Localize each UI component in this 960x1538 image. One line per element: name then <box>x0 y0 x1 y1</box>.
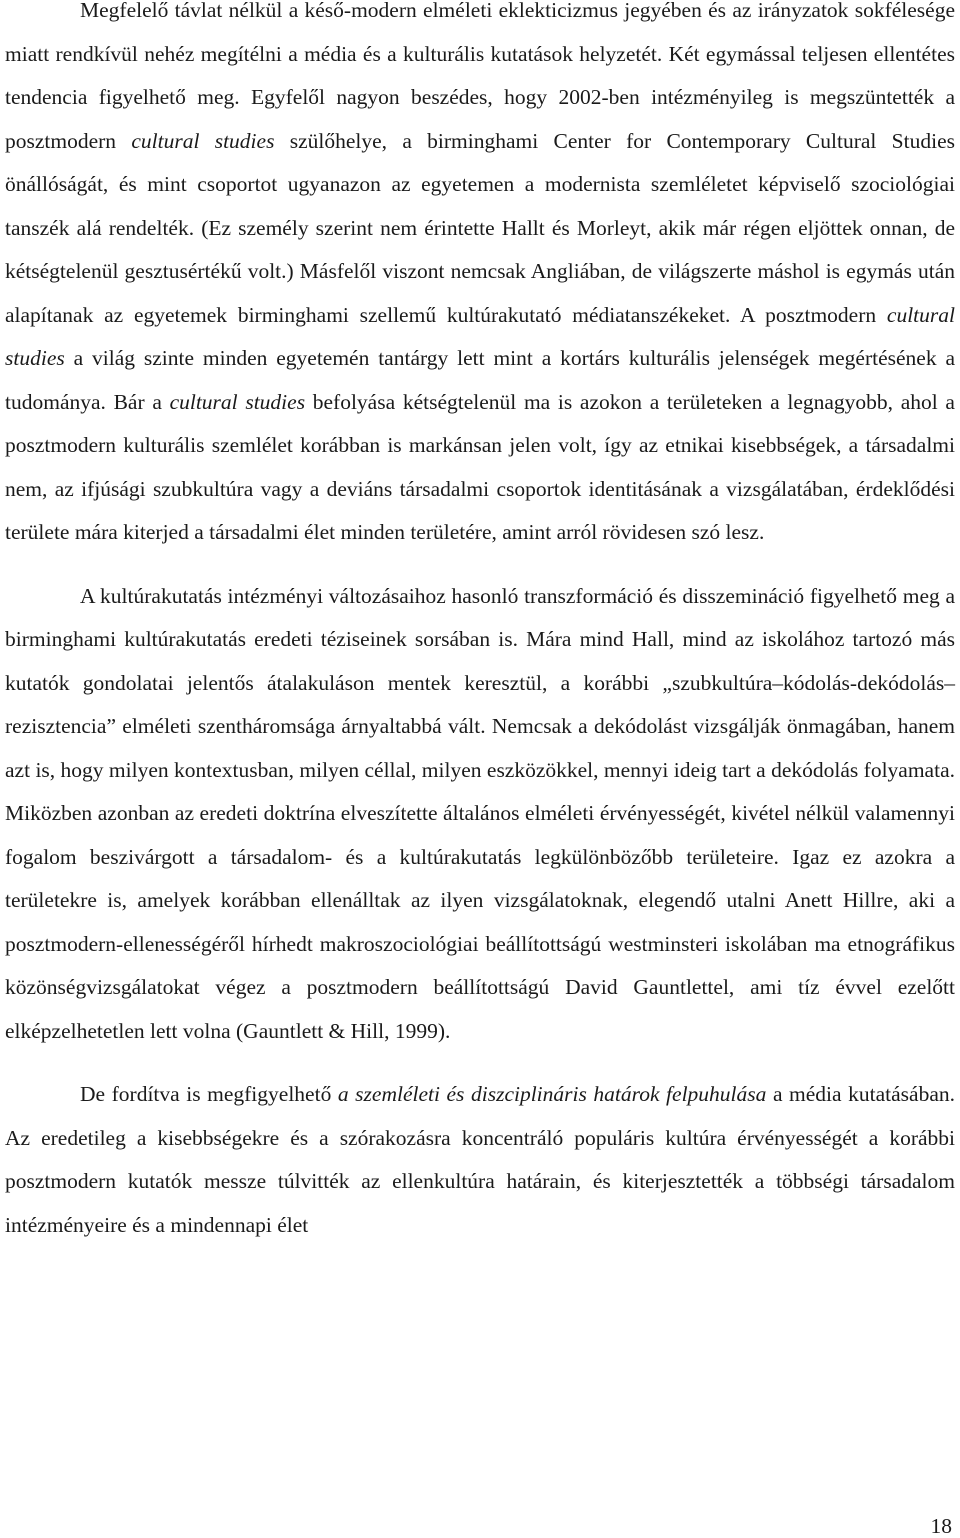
paragraph-2-text: A kultúrakutatás intézményi változásaihoz hasonló transzformáció és disszemináció figyelhető meg a birminghami kultúrakutatás eredeti téziseinek sorsában is. Mára mind Hall, mind az iskolához tartozó más kutatók gondolatai jelentős átalakuláson mentek keresztül, a korábbi „szubkultúra–kódolás-dekódolás–rezisztencia” elméleti szentháromsága árnyaltabbá vált. Nemcsak a dekódolást vizsgálják önmagában, hanem azt is, hogy milyen kontextusban, milyen céllal, milyen eszközökkel, mennyi ideig tart a dekódolás folyamata. Miközben azonban az eredeti doktrína elveszítette általános elméleti érvényességét, kivétel nélkül valamennyi fogalom beszivárgott a társadalom- és a kultúrakutatás legkülönbözőbb területeire. Igaz ez azokra a területekre is, amelyek korábban ellenálltak az ilyen vizsgálatoknak, elegendő utalni Anett Hillre, aki a posztmodern-ellenességéről hírhedt makroszociológiai beállítottságú westminsteri iskolában ma etnográfikus közönségvizsgálatokat végez a posztmodern beállítottságú David Gauntlettel, ami tíz évvel ezelőtt elképzelhetetlen lett volna (Gauntlett & Hill, 1999). <box>5 583 955 1043</box>
paragraph-1-italic-term: cultural studies <box>131 128 275 153</box>
paragraph-1 <box>5 0 955 555</box>
paragraph-2 <box>5 575 955 1054</box>
paragraph-1-italic-term: cultural studies <box>169 389 306 414</box>
paragraph-1-text: befolyása kétségtelenül ma is azokon a területeken a legnagyobb, ahol a posztmodern kulturális szemlélet korábban is markánsan jelen volt, így az etnikai kisebbségek, a társadalmi nem, az ifjúsági szubkultúra vagy a deviáns társadalmi csoportok identitásának a vizsgálatában, érdeklődési területe mára kiterjed a társadalmi élet minden területére, amint arról rövidesen szó lesz. <box>5 389 955 544</box>
paragraph-1-text: Megfelelő távlat nélkül a késő-modern elméleti eklekticizmus jegyében és az irányzatok sokfélesége miatt rendkívül nehéz megítélni a média és a kulturális kutatások helyzetét. Két egymással teljesen ellentétes tendencia figyelhető meg. Egyfelől nagyon beszédes, hogy 2002-ben intézményileg is megszüntették a posztmodern <box>5 0 955 153</box>
paragraph-3 <box>5 1073 955 1247</box>
paragraph-1-text: a világ szinte minden egyetemén tantárgy lett mint a kortárs kulturális jelenségek megértésének a tudománya. Bár a <box>5 346 955 414</box>
page-number: 18 <box>930 1514 952 1538</box>
paragraph-3-text: De fordítva is megfigyelhető <box>80 1082 338 1106</box>
paragraph-1-text: szülőhelye, a birminghami Center for Contemporary Cultural Studies önállóságát, és mint csoportot ugyanazon az egyetemen a modernista szemléletet képviselő szociológiai tanszék alá rendelték. (Ez személy szerint nem érintette Hallt és Morleyt, akik már régen eljöttek onnan, de kétségtelenül gesztusértékű volt.) Másfelől viszont nemcsak Angliában, de világszerte máshol is egymás után alapítanak az egyetemek birminghami szellemű kultúrakutató médiatanszékeket. A posztmodern <box>5 128 955 327</box>
document-body <box>5 0 955 1247</box>
paragraph-3-italic-phrase: a szemléleti és diszciplináris határok felpuhulása <box>337 1082 767 1106</box>
paragraph-1-italic-term: cultural studies <box>5 302 955 370</box>
paragraph-3-text: a média kutatásában. Az eredetileg a kisebbségekre és a szórakozásra koncentráló populáris kultúra érvényességét a korábbi posztmodern kutatók messze túlvitték az ellenkultúra határain, és kiterjesztették a többségi társadalom intézményeire és a mindennapi élet <box>5 1082 955 1237</box>
